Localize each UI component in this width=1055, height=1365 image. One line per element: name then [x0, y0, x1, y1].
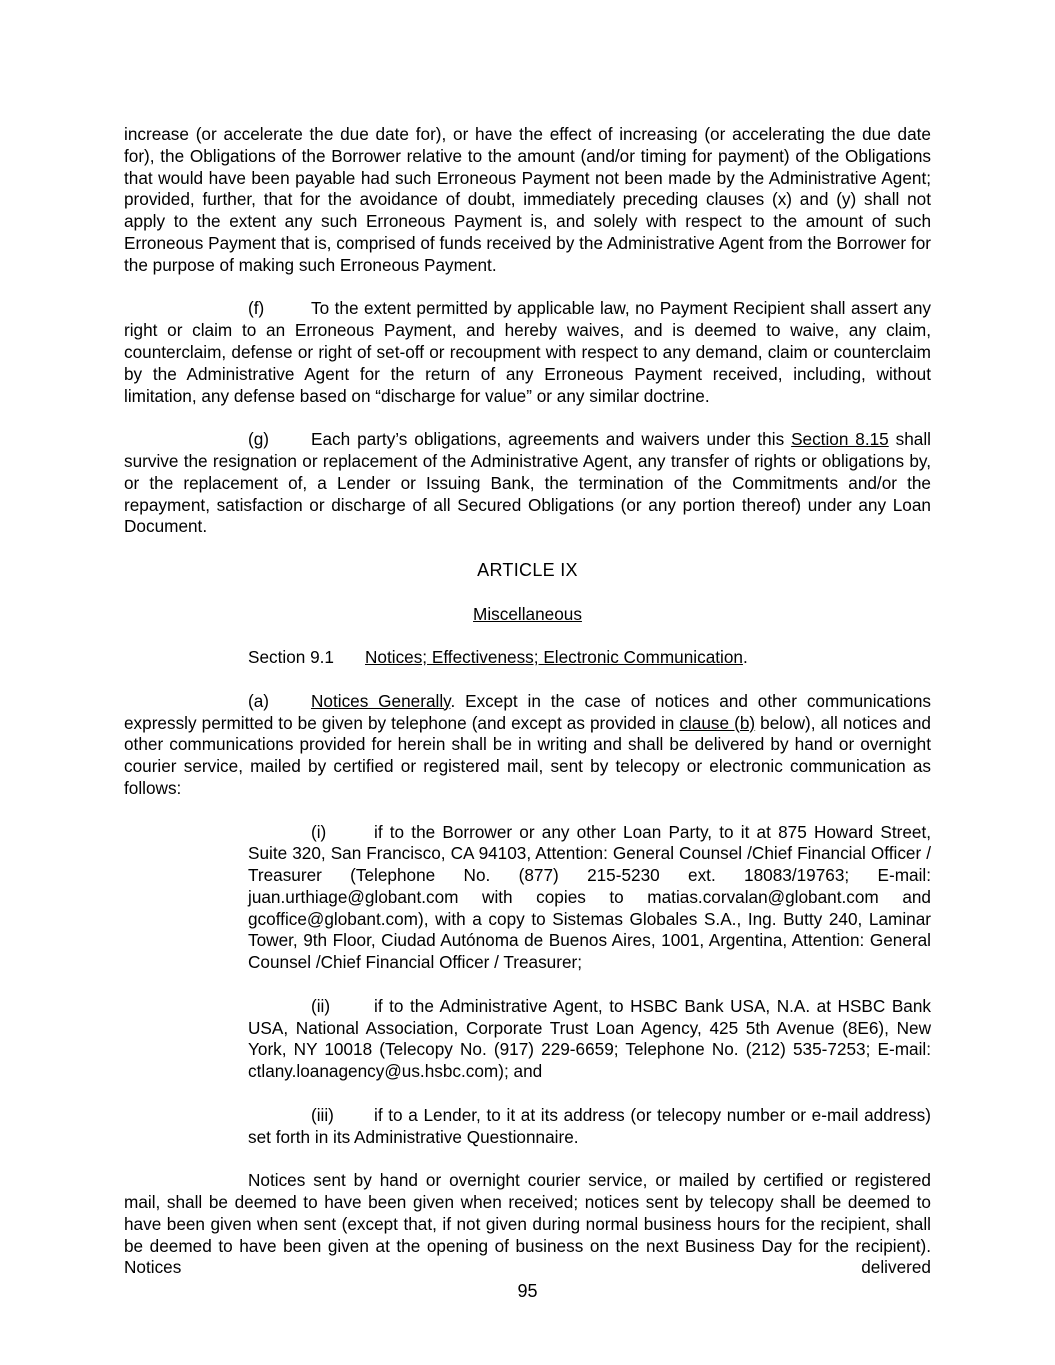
clause-b-reference: clause (b) [679, 712, 756, 733]
subparagraph-i [248, 822, 931, 975]
paragraph-a-number: (a) [248, 690, 270, 711]
subparagraph-iii-number: (iii) [311, 1104, 334, 1125]
paragraph-g [124, 429, 931, 538]
subparagraph-ii-text: if to the Administrative Agent, to HSBC Bank USA, N.A. at HSBC Bank USA, National Association, Corporate Trust Loan Agency, 425 5th Avenue (8E6), New York, NY 10018 (Telecopy No. (917) 229-6659; Telephone No. (212) 535-7253; E-mail: ctlany.loanagency@us.hsbc.com); and [248, 995, 931, 1082]
paragraph-g-number: (g) [248, 429, 270, 450]
section-title: Notices; Effectiveness; Electronic Communication [365, 647, 743, 668]
paragraph-g-text-end: shall survive the resignation or replacement of the Administrative Agent, any transfer of rights or obligations by, or the replacement of, a Lender or Issuing Bank, the termination of the Commitments and/or the repayment, satisfaction or discharge of all Secured Obligations (or any portion thereof) under any Loan Document. [124, 429, 932, 537]
section-number: Section 9.1 [248, 647, 334, 668]
paragraph-a-text-end: below), all notices and other communications provided for herein shall be in writing and shall be delivered by hand or overnight courier service, mailed by certified or registered mail, sent by telecopy or electronic communication as follows: [124, 712, 931, 798]
paragraph-a-heading: Notices Generally [311, 690, 451, 711]
page-number: 95 [517, 1281, 538, 1301]
section-8-15-reference: Section 8.15 [791, 429, 889, 450]
notices-delivery-paragraph: Notices sent by hand or overnight courier service, or mailed by certified or registered mail, shall be deemed to have been given when received; notices sent by telecopy shall be deemed to have been given when sent (except that, if not given during normal business hours for the recipient, shall be deemed to have been given at the opening of business on the next Business Day for the recipient). Notices delivered [124, 1170, 931, 1278]
paragraph-f-number: (f) [248, 298, 265, 319]
paragraph-a [124, 691, 931, 800]
article-subtitle [124, 604, 931, 626]
subparagraph-ii-number: (ii) [311, 995, 331, 1016]
article-subtitle-text: Miscellaneous [473, 603, 582, 624]
subparagraph-iii-text: if to a Lender, to it at its address (or telecopy number or e-mail address) set forth in its Administrative Questionnaire. [248, 1104, 931, 1147]
document-body [124, 124, 931, 1279]
subparagraph-i-text: if to the Borrower or any other Loan Party, to it at 875 Howard Street, Suite 320, San Francisco, CA 94103, Attention: General Counsel /Chief Financial Officer / Treasurer (Telephone No. (877) 215-5230 ext. 18083/19763; E-mail: juan.urthiage@globant.com with copies to matias.corvalan@globant.com and gcoffice@globant.com), with a copy to Sistemas Globales S.A., Ing. Butty 240, Laminar Tower, 9th Floor, Ciudad Autónoma de Buenos Aires, 1001, Argentina, Attention: General Counsel /Chief Financial Officer / Treasurer; [248, 821, 931, 973]
paragraph-g-text-start: Each party’s obligations, agreements and waivers under this [311, 429, 792, 450]
article-title: ARTICLE IX [477, 559, 578, 580]
notice-addresses [248, 822, 931, 1149]
paragraph-f-text: To the extent permitted by applicable law, no Payment Recipient shall assert any right or claim to an Erroneous Payment, and hereby waives, and is deemed to waive, any claim, counterclaim, defense or right of set-off or recoupment with respect to any demand, claim or counterclaim by the Administrative Agent for the return of any Erroneous Payment received, including, without limitation, any defense based on “discharge for value” or any similar doctrine. [124, 298, 931, 406]
continuation-paragraph: increase (or accelerate the due date for), or have the effect of increasing (or accelerating the due date for), the Obligations of the Borrower relative to the amount (and/or timing for payment) of the Obligations that would have been payable had such Erroneous Payment not been made by the Administrative Agent; provided, further, that for the avoidance of doubt, immediately preceding clauses (x) and (y) shall not apply to the extent any such Erroneous Payment is, and solely with respect to the amount of such Erroneous Payment that is, comprised of funds received by the Administrative Agent from the Borrower for the purpose of making such Erroneous Payment. [124, 124, 931, 275]
subparagraph-iii [248, 1105, 931, 1149]
paragraph-a-text-start: . Except in the case of notices and other communications expressly permitted to be given by telephone (and except as provided in [124, 690, 931, 733]
section-title-period: . [742, 647, 748, 668]
section-heading [124, 647, 931, 669]
subparagraph-ii [248, 996, 931, 1083]
subparagraph-i-number: (i) [311, 821, 327, 842]
paragraph-f [124, 298, 931, 407]
